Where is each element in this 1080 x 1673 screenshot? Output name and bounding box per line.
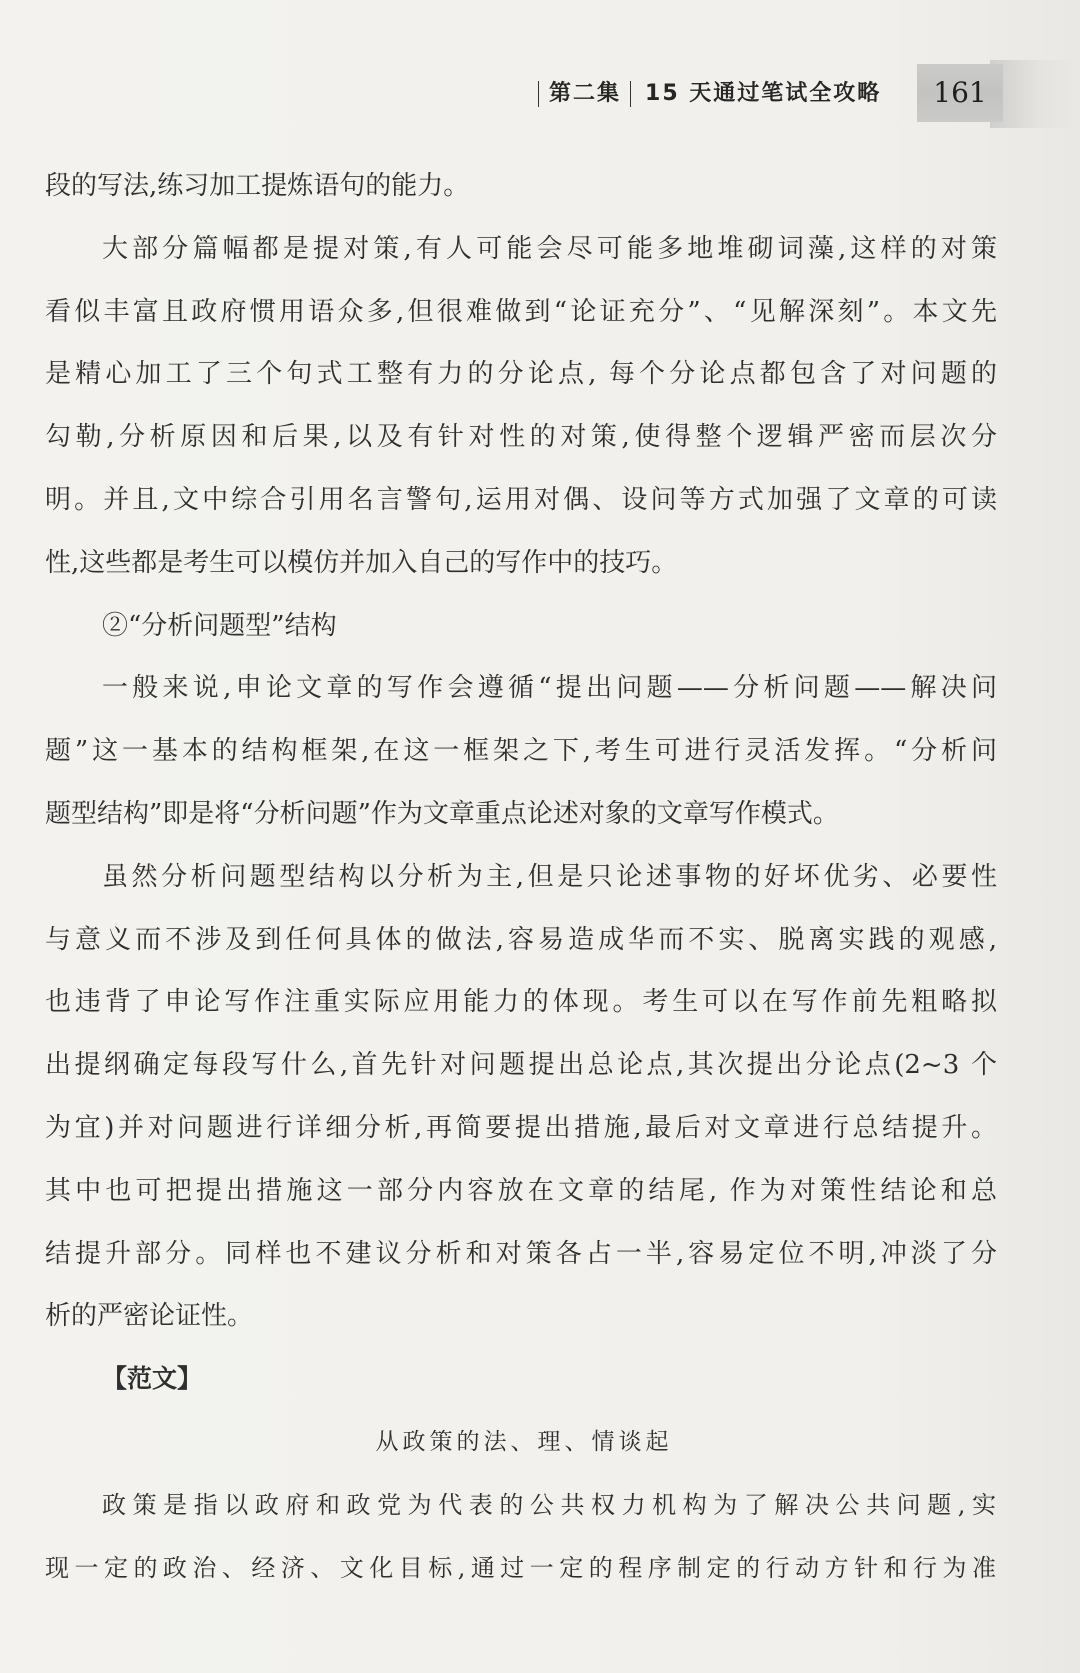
text-line: 【范文】 [102,1364,203,1394]
body-text [45,155,997,1599]
sample-essay [45,1411,997,1599]
text-line: 也违背了申论写作注重实际应用能力的体现。考生可以在写作前先粗略拟 [45,987,997,1018]
paragraph [45,218,997,595]
essay-title: 从政策的法、理、情谈起 [375,1428,673,1455]
text-line: 勾勒,分析原因和后果,以及有针对性的对策,使得整个逻辑严密而层次分 [45,422,997,453]
paragraph [45,657,997,845]
text-line: 明。并且,文中综合引用名言警句,运用对偶、设问等方式加强了文章的可读 [45,484,997,515]
text-line: 其中也可把提出措施这一部分内容放在文章的结尾, 作为对策性结论和总 [45,1175,997,1206]
section-label: 第二集 [538,81,631,107]
sample-essay-label [45,1348,997,1411]
paragraph [45,155,997,218]
text-line: 虽然分析问题型结构以分析为主,但是只论述事物的好坏优劣、必要性 [102,861,997,892]
text-line: 看似丰富且政府惯用语众多,但很难做到“论证充分”、“见解深刻”。本文先 [45,296,997,327]
text-line: 政策是指以政府和政党为代表的公共权力机构为了解决公共问题,实 [102,1490,997,1519]
text-line: 为宜)并对问题进行详细分析,再简要提出措施,最后对文章进行总结提升。 [45,1112,997,1143]
text-line: 出提纲确定每段写什么,首先针对问题提出总论点,其次提出分论点(2~3 个 [45,1050,997,1081]
text-line: 与意义而不涉及到任何具体的做法,容易造成华而不实、脱离实践的观感, [45,924,997,955]
text-line: 段的写法,练习加工提炼语句的能力。 [45,171,470,201]
text-line: 大部分篇幅都是提对策,有人可能会尽可能多地堆砌词藻,这样的对策 [102,233,997,264]
page-number: 161 [917,64,1003,122]
text-line: 性,这些都是考生可以模仿并加入自己的写作中的技巧。 [45,547,678,578]
text-line: 题型结构”即是将“分析问题”作为文章重点论述对象的文章写作模式。 [45,798,839,829]
book-title: 15 天通过笔试全攻略 [645,81,882,106]
text-line: 现一定的政治、经济、文化目标,通过一定的程序制定的行动方针和行为准 [45,1553,997,1582]
text-line: 结提升部分。同样也不建议分析和对策各占一半,容易定位不明,冲淡了分 [45,1238,997,1269]
subheading [45,595,997,658]
text-line: 题”这一基本的结构框架,在这一框架之下,考生可进行灵活发挥。“分析问 [45,736,997,767]
text-line: ②“分析问题型”结构 [102,610,337,641]
text-line: 一般来说,申论文章的写作会遵循“提出问题——分析问题——解决问 [102,673,997,704]
running-header [538,78,881,110]
paragraph [45,846,997,1348]
text-line: 析的严密论证性。 [45,1301,254,1332]
text-line: 是精心加工了三个句式工整有力的分论点, 每个分论点都包含了对问题的 [45,359,997,390]
scan-shadow [990,60,1080,128]
